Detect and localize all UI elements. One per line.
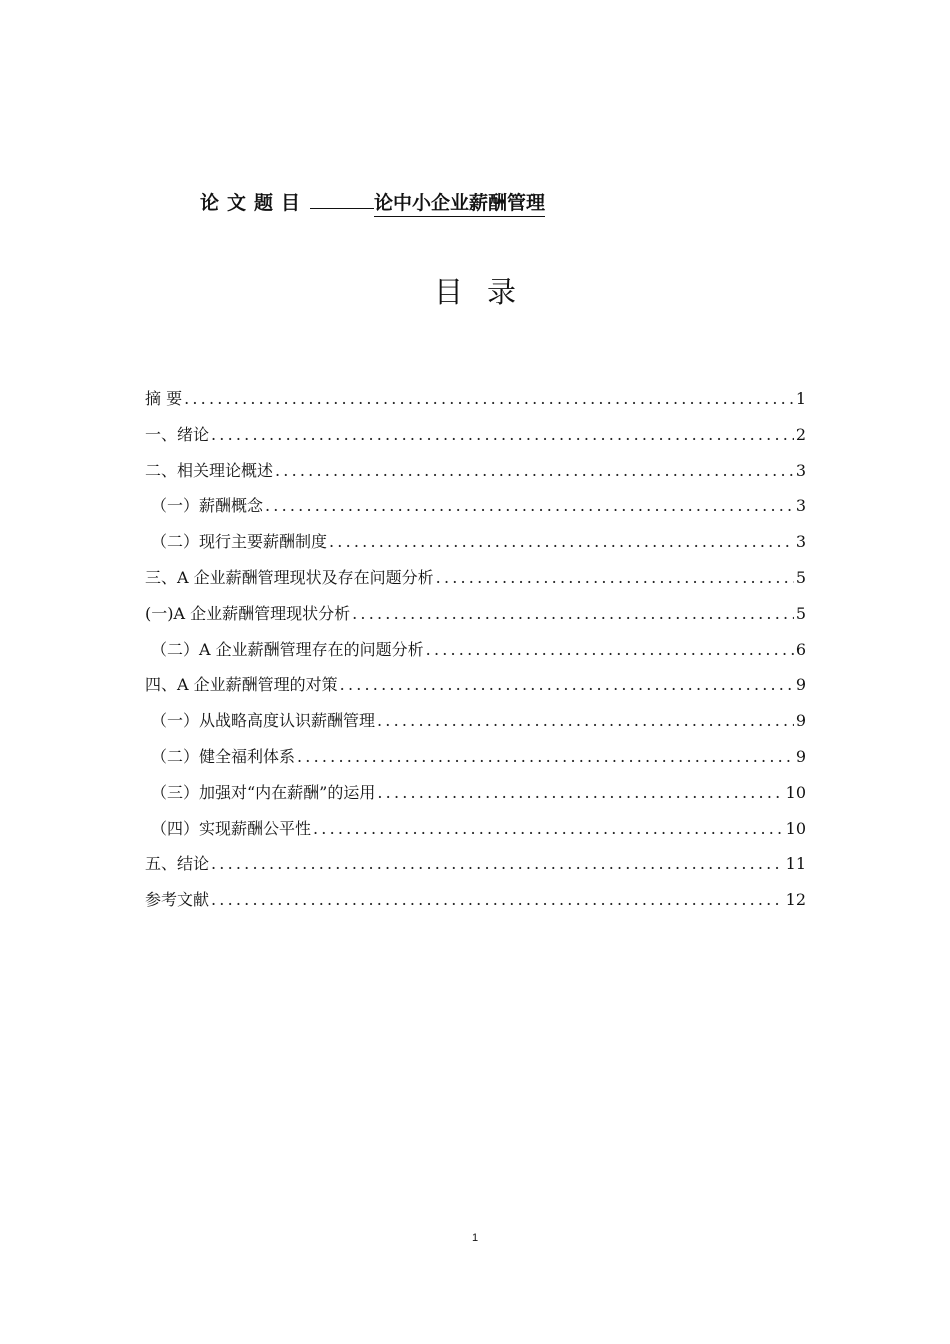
thesis-title-line xyxy=(200,188,545,217)
toc-entry-label: (一)A 企业薪酬管理现状分析 xyxy=(145,603,351,623)
toc-entry[interactable] xyxy=(145,672,806,708)
toc-entry-page: 9 xyxy=(795,746,806,766)
toc-entry-label: 四、A 企业薪酬管理的对策 xyxy=(145,675,338,695)
toc-entry-label: （一）薪酬概念 xyxy=(151,496,264,516)
toc-dot-leader xyxy=(329,532,794,551)
toc-dot-leader xyxy=(211,890,784,909)
toc-dot-leader xyxy=(377,711,794,730)
toc-dot-leader xyxy=(426,640,794,659)
toc-entry-page: 10 xyxy=(785,818,806,838)
toc-entry[interactable] xyxy=(145,529,806,565)
toc-entry-page: 9 xyxy=(795,675,806,695)
toc-entry[interactable] xyxy=(145,851,806,887)
toc-entry[interactable] xyxy=(145,816,806,852)
page-number: 1 xyxy=(471,1232,479,1244)
toc-dot-leader xyxy=(211,425,794,444)
toc-entry-label: 一、绪论 xyxy=(145,424,210,444)
toc-entry-page: 11 xyxy=(785,854,806,874)
thesis-title-value: 论中小企业薪酬管理 xyxy=(374,188,545,217)
toc-entry-label: （二）健全福利体系 xyxy=(151,746,296,766)
toc-dot-leader xyxy=(352,604,794,623)
toc-dot-leader xyxy=(265,496,794,515)
toc-entry[interactable] xyxy=(145,708,806,744)
toc-entry-page: 3 xyxy=(795,532,806,552)
toc-entry[interactable] xyxy=(145,780,806,816)
toc-entry-page: 2 xyxy=(795,424,806,444)
toc-entry[interactable] xyxy=(145,493,806,529)
table-of-contents xyxy=(145,386,806,923)
toc-entry-page: 1 xyxy=(795,389,806,408)
toc-dot-leader xyxy=(377,783,783,802)
toc-entry-page: 12 xyxy=(785,890,806,910)
toc-entry[interactable] xyxy=(145,458,806,494)
toc-dot-leader xyxy=(211,854,784,873)
thesis-title-label: 论文题目 xyxy=(200,192,309,214)
toc-entry[interactable] xyxy=(145,637,806,673)
toc-entry[interactable] xyxy=(145,422,806,458)
toc-dot-leader xyxy=(184,389,794,408)
toc-dot-leader xyxy=(313,819,784,838)
thesis-title-underline xyxy=(310,190,374,209)
toc-entry-page: 5 xyxy=(795,603,806,623)
toc-dot-leader xyxy=(340,675,794,694)
toc-entry-page: 5 xyxy=(795,567,806,587)
toc-entry[interactable] xyxy=(145,744,806,780)
toc-entry-label: 摘 要 xyxy=(145,389,183,408)
toc-entry-label: 参考文献 xyxy=(145,890,210,910)
toc-entry[interactable] xyxy=(145,565,806,601)
toc-entry-label: （二）A 企业薪酬管理存在的问题分析 xyxy=(151,639,424,659)
toc-entry-label: 五、结论 xyxy=(145,854,210,874)
toc-entry-page: 9 xyxy=(795,711,806,731)
toc-entry-label: （三）加强对“内在薪酬”的运用 xyxy=(151,782,376,802)
toc-entry[interactable] xyxy=(145,887,806,923)
toc-dot-leader xyxy=(436,568,794,587)
toc-entry-label: （四）实现薪酬公平性 xyxy=(151,818,312,838)
toc-entry-label: 三、A 企业薪酬管理现状及存在问题分析 xyxy=(145,567,434,587)
toc-entry-page: 10 xyxy=(785,782,806,802)
toc-dot-leader xyxy=(275,461,794,480)
toc-entry-page: 6 xyxy=(795,639,806,659)
toc-heading: 目录 xyxy=(433,275,540,309)
toc-entry[interactable] xyxy=(145,386,806,422)
toc-entry-page: 3 xyxy=(795,460,806,480)
toc-entry-page: 3 xyxy=(795,496,806,516)
toc-entry-label: （二）现行主要薪酬制度 xyxy=(151,532,328,552)
toc-dot-leader xyxy=(297,747,794,766)
toc-entry-label: （一）从战略高度认识薪酬管理 xyxy=(151,711,376,731)
toc-entry-label: 二、相关理论概述 xyxy=(145,460,274,480)
toc-entry[interactable] xyxy=(145,601,806,637)
